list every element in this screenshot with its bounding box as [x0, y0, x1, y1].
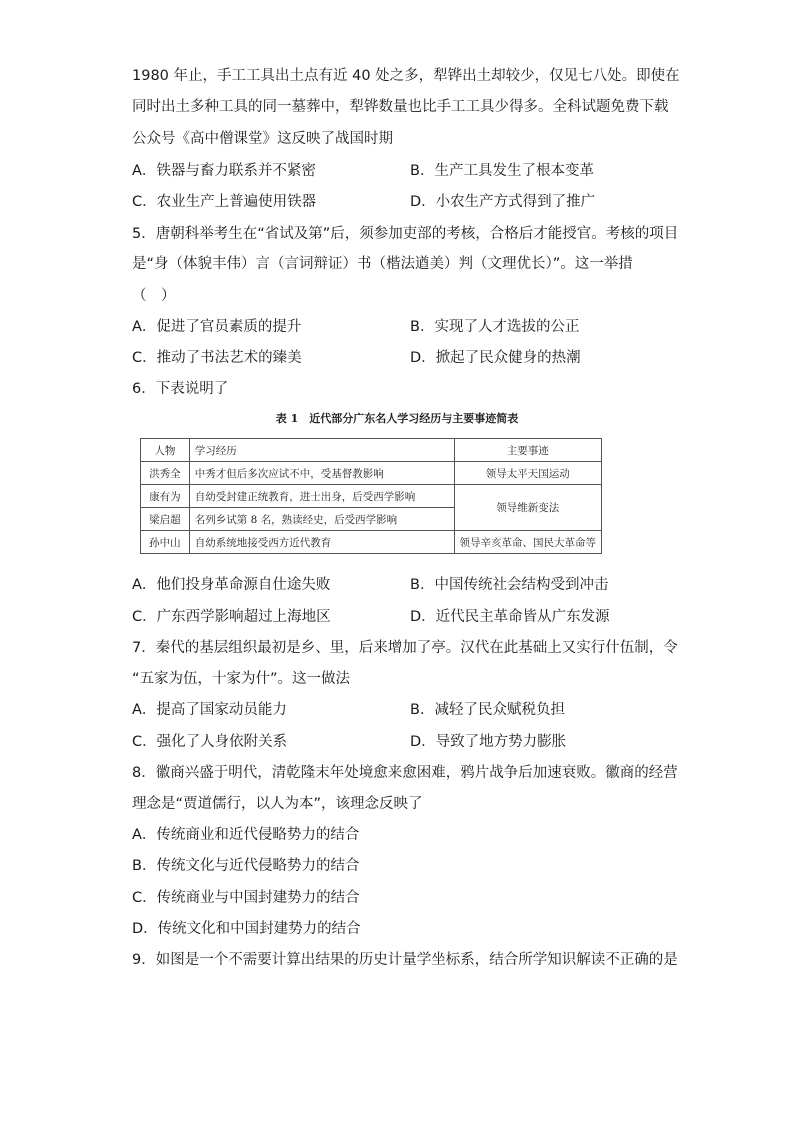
header-person: 人物 [141, 439, 190, 462]
table-row [141, 531, 602, 554]
cell-experience: 中秀才但后多次应试不中，受基督教影响 [189, 462, 454, 485]
q9-stem-line-1: 9．如图是一个不需要计算出结果的历史计量学坐标系，结合所学知识解读不正确的是 [132, 952, 678, 968]
q4-stem-line-3: 公众号《高中僧课堂》这反映了战国时期 [132, 131, 393, 147]
table-row [141, 485, 602, 508]
q5-option-a[interactable]: A．促进了官员素质的提升 [132, 319, 302, 335]
cell-deeds-merged: 领导维新变法 [454, 485, 602, 531]
q5-stem-line-2: 是“身（体貌丰伟）言（言词辩证）书（楷法遒美）判（文理优长）”。这一举措 [132, 256, 633, 272]
q8-stem-line-1: 8．徽商兴盛于明代，清乾隆末年处境愈来愈困难，鸦片战争后加速衰败。徽商的经营 [132, 765, 678, 781]
q8-stem-line-2: 理念是“贾道儒行，以人为本”，该理念反映了 [132, 796, 423, 812]
q8-option-d[interactable]: D．传统文化和中国封建势力的结合 [132, 921, 361, 937]
cell-name: 康有为 [141, 485, 190, 508]
q8-option-b[interactable]: B．传统文化与近代侵略势力的结合 [132, 858, 360, 874]
q7-option-c[interactable]: C．强化了人身依附关系 [132, 734, 288, 750]
cell-experience: 自幼受封建正统教育，进士出身，后受西学影响 [189, 485, 454, 508]
table-header-row [141, 439, 602, 462]
q6-option-c[interactable]: C．广东西学影响超过上海地区 [132, 609, 331, 625]
q4-option-d[interactable]: D．小农生产方式得到了推广 [410, 194, 596, 210]
table-row [141, 462, 602, 485]
table-caption: 表 1 近代部分广东名人学习经历与主要事迹简表 [275, 412, 519, 425]
cell-deeds: 领导辛亥革命、国民大革命等 [454, 531, 602, 554]
q7-stem-line-2: “五家为伍，十家为什”。这一做法 [132, 671, 351, 687]
header-experience: 学习经历 [189, 439, 454, 462]
q6-option-a[interactable]: A．他们投身革命源自仕途失败 [132, 577, 331, 593]
q8-option-c[interactable]: C．传统商业与中国封建势力的结合 [132, 890, 360, 906]
header-deeds: 主要事迹 [454, 439, 602, 462]
q6-option-b[interactable]: B．中国传统社会结构受到冲击 [410, 577, 609, 593]
q6-stem: 6．下表说明了 [132, 381, 229, 397]
q4-option-c[interactable]: C．农业生产上普遍使用铁器 [132, 194, 317, 210]
cell-name: 孙中山 [141, 531, 190, 554]
q7-option-b[interactable]: B．减轻了民众赋税负担 [410, 702, 565, 718]
q7-option-a[interactable]: A．提高了国家动员能力 [132, 702, 287, 718]
q4-option-a[interactable]: A．铁器与畜力联系并不紧密 [132, 163, 316, 179]
cell-experience: 名列乡试第 8 名，熟读经史，后受西学影响 [189, 508, 454, 531]
cell-name: 洪秀全 [141, 462, 190, 485]
cell-deeds: 领导太平天国运动 [454, 462, 602, 485]
cell-name: 梁启超 [141, 508, 190, 531]
q8-option-a[interactable]: A．传统商业和近代侵略势力的结合 [132, 827, 360, 843]
q7-option-d[interactable]: D．导致了地方势力膨胀 [410, 734, 567, 750]
q6-option-d[interactable]: D．近代民主革命皆从广东发源 [410, 609, 610, 625]
q4-stem-line-1: 1980 年止，手工工具出土点有近 40 处之多，犁铧出土却较少，仅见七八处。即使在 [132, 68, 680, 84]
q5-option-c[interactable]: C．推动了书法艺术的臻美 [132, 350, 302, 366]
q5-option-b[interactable]: B．实现了人才选拔的公正 [410, 319, 580, 335]
q5-option-d[interactable]: D．掀起了民众健身的热潮 [410, 350, 581, 366]
history-table [140, 438, 602, 554]
q5-stem-line-1: 5．唐朝科举考生在“省试及第”后，须参加吏部的考核，合格后才能授官。考核的项目 [132, 226, 679, 242]
q5-answer-blank: （ ） [132, 288, 176, 304]
q4-stem-line-2: 同时出土多种工具的同一墓葬中，犁铧数量也比手工工具少得多。全科试题免费下载 [132, 99, 669, 115]
q7-stem-line-1: 7．秦代的基层组织最初是乡、里，后来增加了亭。汉代在此基础上又实行什伍制，令 [132, 640, 678, 656]
cell-experience: 自幼系统地接受西方近代教育 [189, 531, 454, 554]
q4-option-b[interactable]: B．生产工具发生了根本变革 [410, 163, 594, 179]
